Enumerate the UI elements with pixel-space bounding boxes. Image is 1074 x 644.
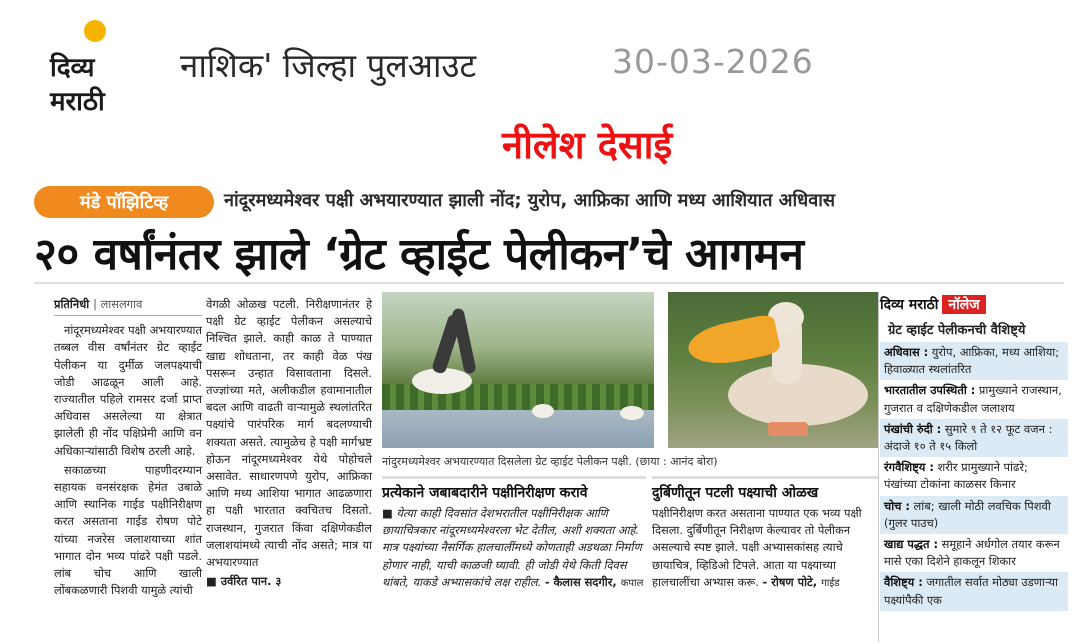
logo-line2: मराठी <box>50 87 105 117</box>
pelican-standing-photo <box>668 292 878 448</box>
divider <box>878 292 879 642</box>
knowledge-value: लांब; खाली मोठी लवचिक पिशवी (गुलर पाउच) <box>884 498 1051 530</box>
knowledge-row <box>880 572 1068 610</box>
article-subtitle: नांदूरमध्यमेश्वर पक्षी अभयारण्यात झाली नोंद; युरोप, आफ्रिका आणि मध्य आशियात अधिवास <box>224 190 836 211</box>
knowledge-value: समूहाने अर्धगोल तयार करून मासे एका दिशेने हाकलून शिकार <box>884 537 1060 569</box>
box2-signature <box>763 575 840 589</box>
photo-water <box>382 410 654 448</box>
section-tag: मंडे पॉझिटिव्ह <box>34 186 214 218</box>
paragraph: नांदूरमध्यमेश्वर पक्षी अभयारण्यात तब्बल वीस वर्षांनंतर ग्रेट व्हाईट पेलीकन या दुर्मीळ जलपक्ष्याची जोडी आढळून आली आहे. राज्यातील पहिले रामसर दर्जा प्राप्त अधिवास असलेल्या या क्षेत्रात झालेली ही नोंद पक्षिप्रेमी आणि वन अधिकाऱ्यांसाठी विशेष ठरली आहे. <box>54 323 202 458</box>
knowledge-header <box>880 292 1068 316</box>
page-date: 30-03-2026 <box>612 42 814 81</box>
knowledge-brand: दिव्य मराठी <box>880 296 939 313</box>
box1-text <box>382 505 644 592</box>
knowledge-value: युरोप, आफ्रिका, मध्य आशिया; हिवाळ्यात स्थलांतरित <box>884 345 1060 377</box>
article-column-2 <box>206 296 372 592</box>
knowledge-subtitle: ग्रेट व्हाईट पेलीकनची वैशिष्ट्ये <box>888 323 1026 338</box>
box2-sig-role: गाईड <box>821 577 840 589</box>
knowledge-box <box>880 292 1068 642</box>
article-column-1 <box>54 296 202 601</box>
egret-bird <box>532 404 554 418</box>
author-name: नीलेश देसाई <box>502 123 673 167</box>
pelican-feet <box>768 422 808 436</box>
paragraph: वेगळी ओळख पटली. निरीक्षणानंतर हे पक्षी ग्रेट व्हाईट पेलीकन असल्याचे निश्चित झाले. काही काळ ते पाण्यात खाद्य शोधताना, तर काही वेळ पंख पसरून उन्हात विसावताना दिसले. तज्ज्ञांच्या मते, अलीकडील हवामानातील बदल आणि वाढती वाऱ्यामुळे स्थलांतरित पक्ष्यांचे पारंपरिक मार्ग बदलण्याची शक्यता असते. त्यामुळेच हे पक्षी मार्गभ्रष्ट होऊन नांदूरमध्यमेश्वर येथे पोहोचले असावेत. साधारणपणे युरोप, आफ्रिका आणि मध्य आशिया भागात आढळणारा हा पक्षी भारतात क्वचितच दिसतो. राजस्थान, गुजरात किंवा दक्षिणेकडील जलाशयांमध्ये त्याची नोंद असते; मात्र या अभयारण्यात <box>206 297 372 570</box>
knowledge-rows <box>880 342 1068 611</box>
knowledge-value: प्रामुख्याने राजस्थान, गुजरात व दक्षिणेकडील जलाशय <box>884 383 1062 415</box>
knowledge-row <box>880 419 1068 457</box>
box2-sig-name: - रोषण पोटे, <box>762 574 818 589</box>
knowledge-key: वैशिष्ट्य : <box>884 575 923 590</box>
box2-heading: दुर्बिणीतून पटली पक्ष्याची ओळख <box>652 476 878 502</box>
knowledge-key: भारतातील उपस्थिती : <box>884 383 976 398</box>
knowledge-value: जगातील सर्वात मोठ्या उडणाऱ्या पक्ष्यांपैकी एक <box>884 575 1058 607</box>
byline <box>54 296 202 316</box>
article-title: २० वर्षांनंतर झाले ‘ग्रेट व्हाईट पेलीकन’चे आगमन <box>34 229 804 280</box>
knowledge-row <box>880 496 1068 534</box>
knowledge-label: नॉलेज <box>942 295 985 314</box>
box1-sig-role: कपाल <box>620 577 644 589</box>
knowledge-key: अधिवास : <box>884 345 929 359</box>
box1-heading: प्रत्येकाने जबाबदारीने पक्षीनिरीक्षण करावे <box>382 476 646 502</box>
sun-icon <box>84 20 106 42</box>
byline-reporter: प्रतिनिधी <box>54 297 90 311</box>
knowledge-key: रंगवैशिष्ट्य : <box>884 460 934 475</box>
box1-body: ■ येत्या काही दिवसांत देशभरातील पक्षीनिरीक्षक आणि छायाचित्रकार नांदूरमध्यमेश्वरला भेट देतील, अशी शक्यता आहे. मात्र पक्ष्यांच्या नैसर्गिक हालचालींमध्ये कोणताही अडथळा निर्माण होणार नाही, याची काळजी घ्यावी. ही जोडी येथे किती दिवस थांबते, याकडे अभ्यासकांचे लक्ष राहील. <box>382 506 642 589</box>
byline-place: | लासलगाव <box>93 297 143 311</box>
knowledge-row <box>880 534 1068 572</box>
box1-signature <box>545 575 644 589</box>
knowledge-key: चोच : <box>884 498 910 513</box>
knowledge-row <box>880 342 1068 380</box>
continued-note: ■ उर्वरित पान. ३ <box>206 574 282 589</box>
box2-body: पक्षीनिरीक्षण करत असताना पाण्यात एक भव्य पक्षी दिसला. दुर्बिणीतून निरीक्षण केल्यावर तो पेलीकन असल्याचे स्पष्ट झाले. पक्षी अभ्यासकांसह त्याचे छायाचित्र, व्हिडिओ टिपले. आता या पक्ष्याच्या हालचालींचा अभ्यास करू. <box>652 506 862 589</box>
box1-sig-name: - कैलास सदगीर, <box>544 574 617 589</box>
egret-bird <box>620 406 644 420</box>
knowledge-key: खाद्य पद्धत : <box>884 537 938 552</box>
knowledge-row <box>880 380 1068 418</box>
photo-caption: नांदुरमध्यमेश्वर अभयारण्यात दिसलेला ग्रेट व्हाईट पेलीकन पक्षी. (छाया : आनंद बोरा) <box>382 455 718 468</box>
page-headline: नाशिक' जिल्हा पुलआउट <box>180 46 477 85</box>
knowledge-row <box>880 457 1068 495</box>
knowledge-key: पंखांची रुंदी : <box>884 421 942 436</box>
pelican-flying-photo <box>382 292 654 448</box>
logo-line1: दिव्य <box>50 53 95 83</box>
pelican-beak <box>685 313 781 371</box>
logo <box>40 14 150 124</box>
knowledge-value: सुमारे ९ ते १२ फूट वजन : अंदाजे १० ते १५ किलो <box>884 421 1053 454</box>
divider <box>34 282 1064 284</box>
knowledge-value: शरीर प्रामुख्याने पांढरे; पंखांच्या टोकांना काळसर किनार <box>884 460 1028 492</box>
box2-text <box>652 505 876 592</box>
paragraph: सकाळच्या पाहणीदरम्यान सहायक वनसंरक्षक हेमंत उबाळे आणि स्थानिक गाईड पक्षीनिरीक्षण करत असताना गाईड रोषण पोटे यांच्या नजरेस जलाशयाच्या शांत भागात दोन भव्य पांढरे पक्षी पडले. लांब चोच आणि खाली लोंबकळणारी पिशवी यामुळे त्यांची <box>54 462 202 598</box>
